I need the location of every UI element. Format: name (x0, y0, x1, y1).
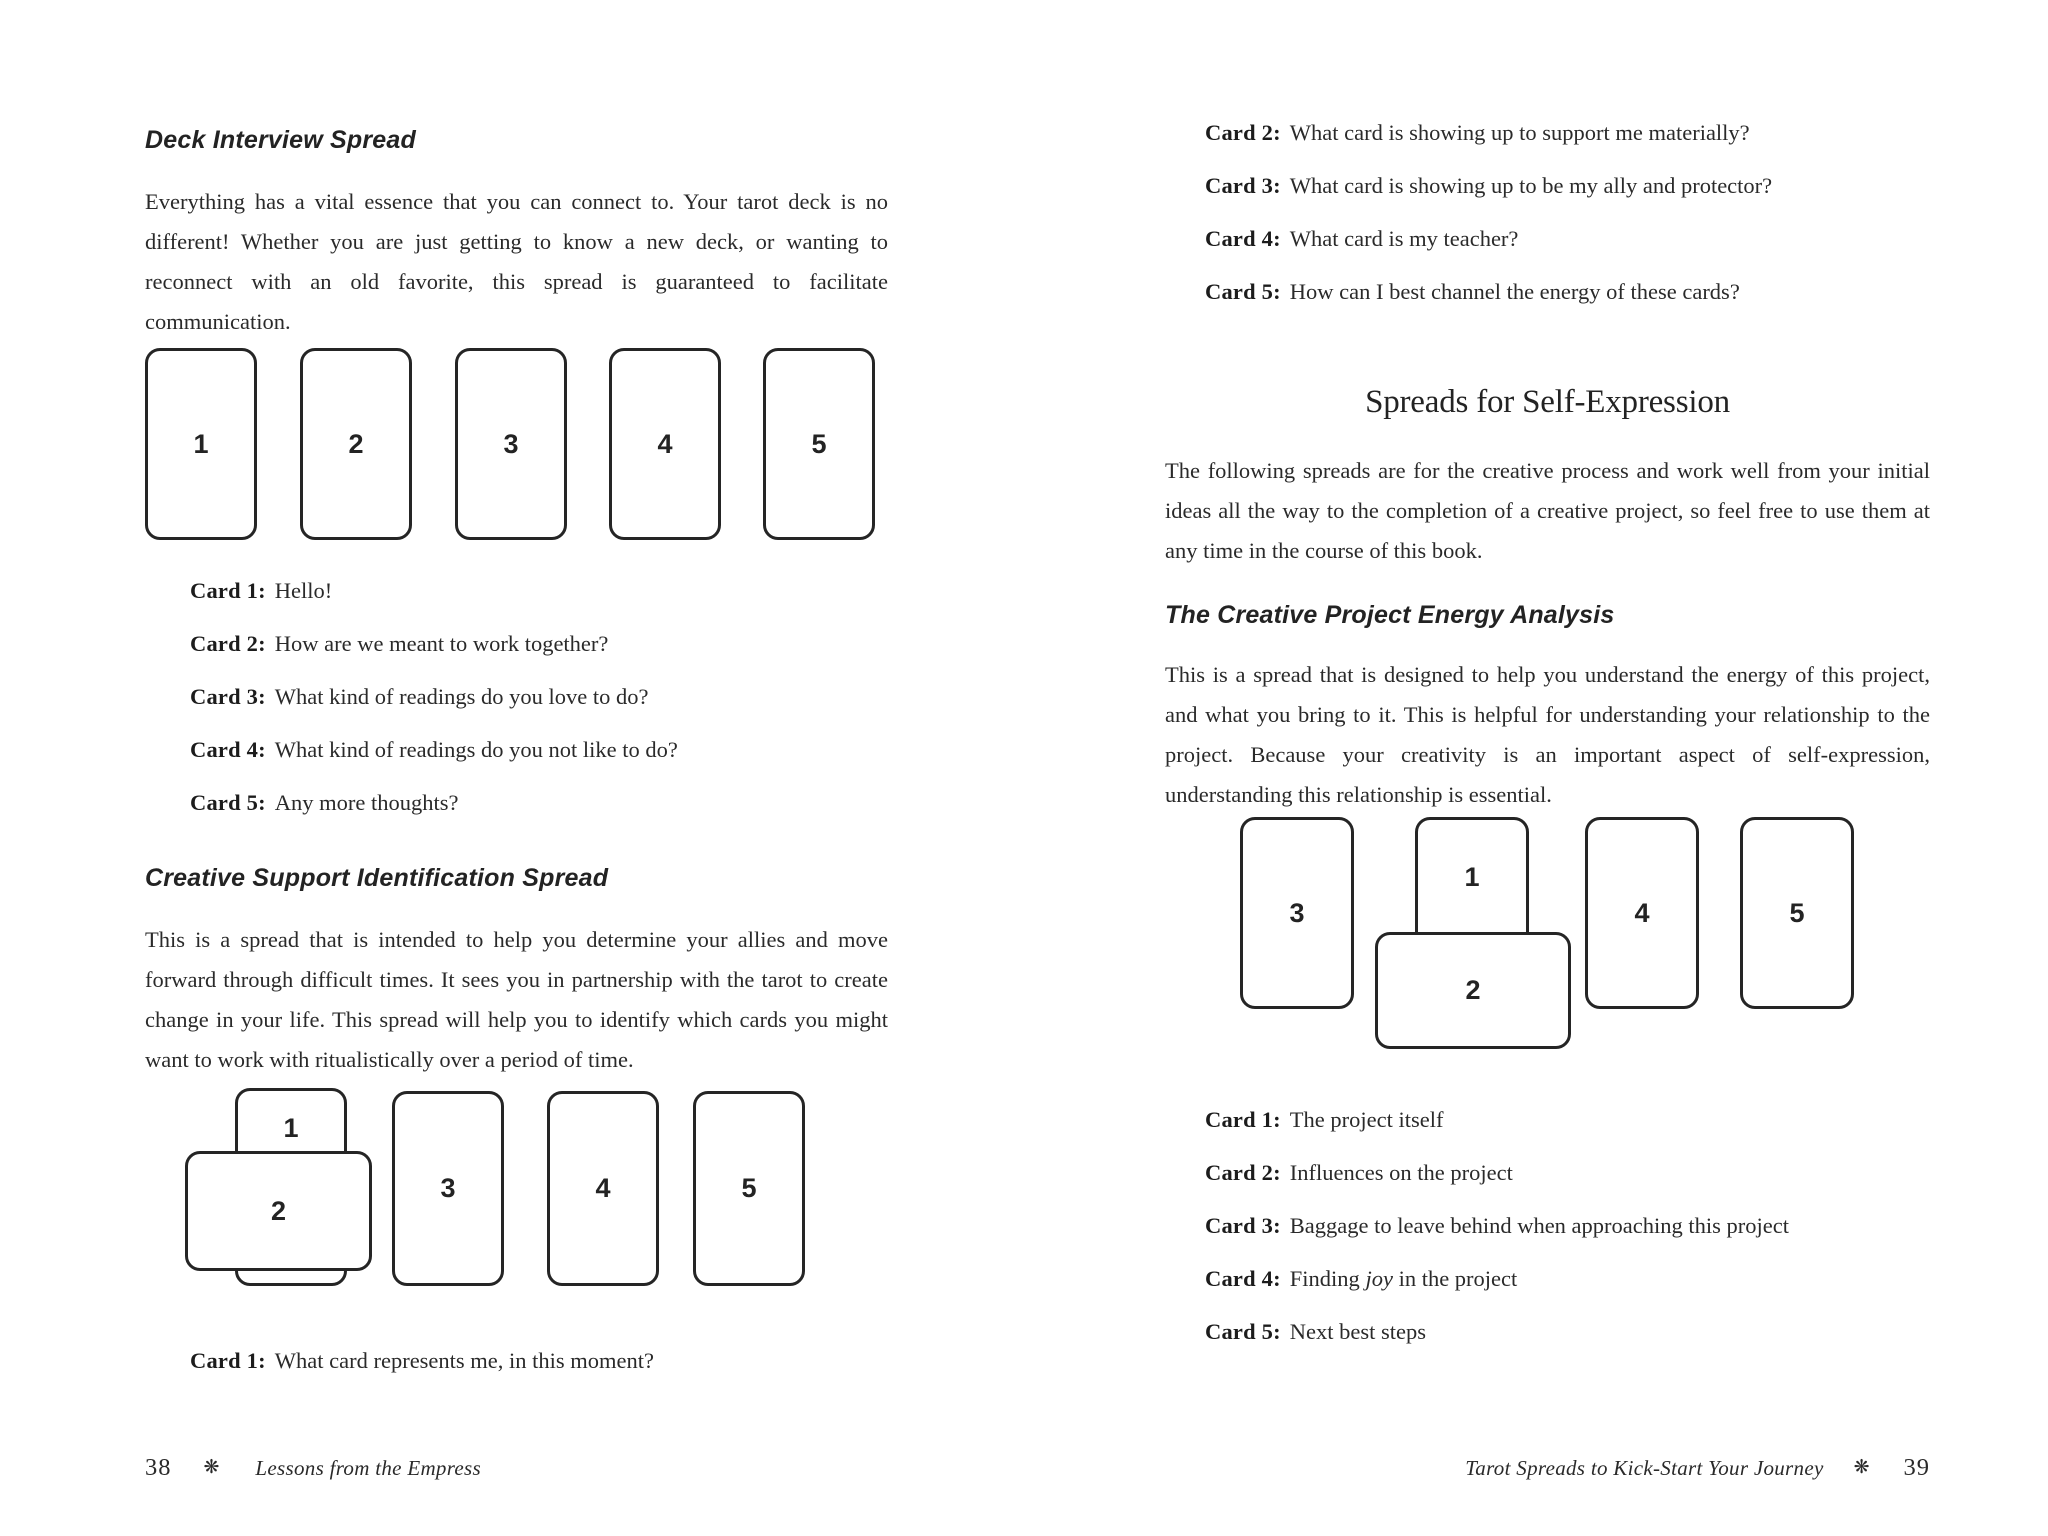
page-footer-right (1465, 1454, 1930, 1482)
card-meaning: Card 3: Baggage to leave behind when approaching this project (1205, 1213, 1789, 1238)
running-book-title: Lessons from the Empress (255, 1456, 481, 1480)
card-number: 2 (1465, 975, 1481, 1005)
card-meaning: Card 1: What card represents me, in this moment? (190, 1348, 655, 1373)
page-number: 39 (1903, 1454, 1930, 1481)
card-number: 2 (348, 428, 364, 459)
card-meaning: Card 2: What card is showing up to support me materially? (1205, 120, 1750, 145)
card-number: 1 (193, 428, 209, 459)
card-meaning: Card 3: What kind of readings do you love to do? (190, 684, 649, 709)
card-meaning: Card 3: What card is showing up to be my ally and protector? (1205, 173, 1773, 198)
card-label: Card 1: (1205, 1107, 1281, 1132)
card-meaning: Card 1: The project itself (1205, 1107, 1444, 1132)
tarot-card-5 (763, 348, 875, 540)
page-number: 38 (145, 1454, 172, 1481)
card-number: 3 (503, 428, 519, 459)
card-number: 3 (440, 1173, 456, 1203)
card-label: Card 2: (1205, 120, 1281, 145)
card-number: 5 (811, 428, 827, 459)
card-meaning: Card 4: What kind of readings do you not like to do? (190, 737, 678, 762)
card-meaning: Card 2: How are we meant to work together? (190, 631, 609, 656)
section-heading-creative-support: Creative Support Identification Spread (145, 864, 609, 892)
tarot-card-3 (455, 348, 567, 540)
deck-interview-card-meanings (145, 576, 888, 818)
card-number: 1 (1464, 862, 1480, 892)
creative-support-card-meanings (145, 1346, 888, 1376)
card-meaning: Card 5: How can I best channel the energy of these cards? (1205, 279, 1740, 304)
card-label: Card 3: (1205, 173, 1281, 198)
page-right (1024, 0, 2048, 1536)
card-meaning: Card 5: Next best steps (1205, 1319, 1427, 1344)
card-label: Card 4: (190, 737, 266, 762)
flower-ornament-icon: ❋ (203, 1457, 220, 1478)
tarot-card-1 (145, 348, 257, 540)
energy-analysis-card-meanings (1165, 1105, 1930, 1347)
page-footer-left (145, 1454, 481, 1482)
section-intro-paragraph: The following spreads are for the creative process and work well from your initial ideas all the way to the completion of a creative project, so feel free to use them at any time in the course of this book. (1165, 458, 1930, 563)
tarot-card-3 (392, 1091, 504, 1286)
card-label: Card 5: (190, 790, 266, 815)
card-meaning: Card 1: Hello! (190, 578, 333, 603)
tarot-card-2-overlapping (1375, 932, 1571, 1049)
chapter-section-heading: Spreads for Self-Expression (1365, 384, 1730, 420)
card-label: Card 1: (190, 1348, 266, 1373)
card-number: 1 (283, 1113, 299, 1143)
card-number: 5 (1789, 897, 1805, 928)
creative-support-spread-diagram (145, 1088, 880, 1290)
card-meaning: Card 4: Finding joy in the project (1205, 1266, 1518, 1291)
paragraph-creative-support: This is a spread that is intended to help you determine your allies and move forward through difficult times. It sees you in partnership with the tarot to create change in your life. This spread will help you to identify which cards you might want to work with ritualistically over a period of time. (145, 927, 888, 1072)
tarot-card-2 (300, 348, 412, 540)
tarot-card-5 (1740, 817, 1854, 1009)
section-heading-deck-interview: Deck Interview Spread (145, 126, 416, 154)
continued-card-meanings (1165, 118, 1930, 307)
card-number: 3 (1289, 897, 1305, 928)
card-number: 4 (595, 1173, 611, 1203)
card-label: Card 2: (190, 631, 266, 656)
card-label: Card 5: (1205, 279, 1281, 304)
card-meaning: Card 2: Influences on the project (1205, 1160, 1513, 1185)
card-label: Card 3: (190, 684, 266, 709)
card-label: Card 4: (1205, 226, 1281, 251)
paragraph-energy-analysis: This is a spread that is designed to help you understand the energy of this project, and what you bring to it. This is helpful for understanding your relationship to the project. Because your creativity is an important aspect of self-expression, understanding this relationship is essential. (1165, 662, 1930, 807)
tarot-card-5 (693, 1091, 805, 1286)
card-number: 2 (270, 1195, 287, 1226)
tarot-card-4 (1585, 817, 1699, 1009)
card-label: Card 5: (1205, 1319, 1281, 1344)
card-label: Card 1: (190, 578, 266, 603)
energy-analysis-spread-diagram (1165, 817, 1930, 1049)
tarot-card-4 (609, 348, 721, 540)
tarot-card-3 (1240, 817, 1354, 1009)
tarot-card-2-overlapping (185, 1151, 372, 1271)
deck-interview-spread-diagram (145, 348, 875, 540)
card-number: 4 (657, 428, 673, 459)
card-label: Card 2: (1205, 1160, 1281, 1185)
card-number: 4 (1634, 897, 1650, 928)
tarot-card-4 (547, 1091, 659, 1286)
section-heading-energy-analysis: The Creative Project Energy Analysis (1165, 601, 1615, 629)
card-meaning: Card 4: What card is my teacher? (1205, 226, 1519, 251)
card-label: Card 3: (1205, 1213, 1281, 1238)
paragraph-deck-interview: Everything has a vital essence that you can connect to. Your tarot deck is no different! Whether you are just getting to know a new deck, or wanting to reconnect with an old favorite, this spread is guaranteed to facilitate communication. (145, 189, 888, 334)
card-meaning: Card 5: Any more thoughts? (190, 790, 459, 815)
card-label: Card 4: (1205, 1266, 1281, 1291)
card-number: 5 (741, 1173, 757, 1203)
flower-ornament-icon: ❋ (1853, 1457, 1870, 1478)
running-chapter-title: Tarot Spreads to Kick-Start Your Journey (1465, 1456, 1824, 1480)
